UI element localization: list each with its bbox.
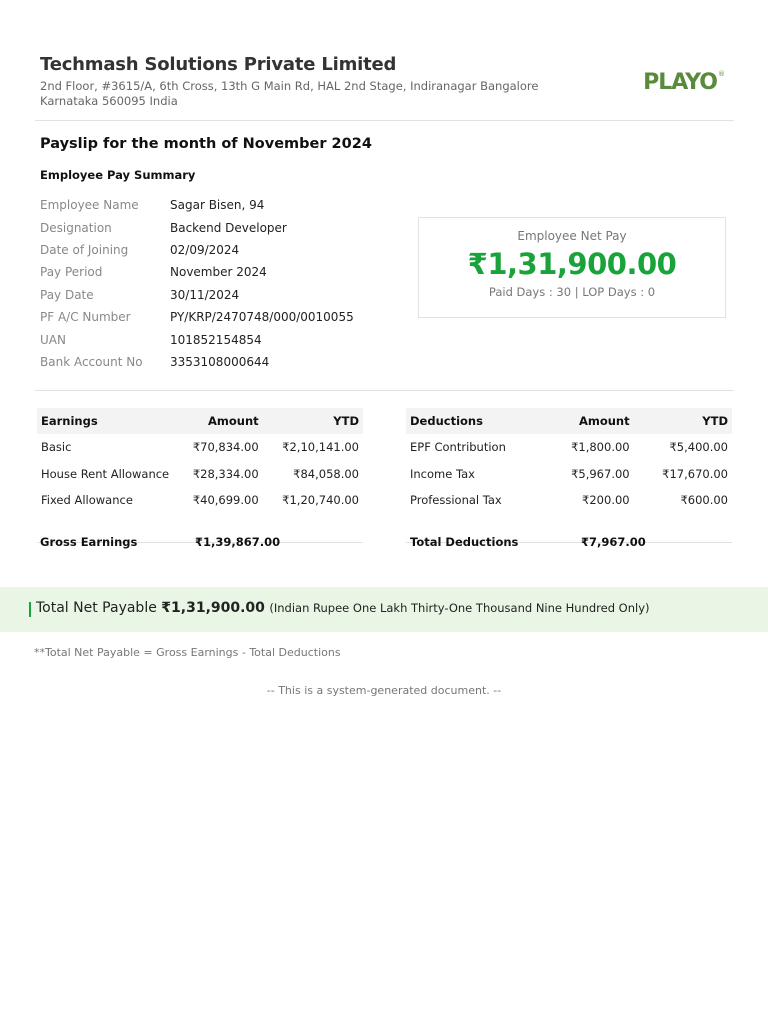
detail-row	[40, 351, 354, 373]
earnings-name-cell: Fixed Allowance	[41, 493, 133, 508]
net-pay-amount: ₹1,31,900.00	[467, 247, 677, 281]
detail-value: November 2024	[170, 265, 267, 280]
detail-value: Backend Developer	[170, 220, 287, 235]
accent-bar	[29, 602, 31, 617]
detail-row	[40, 216, 354, 238]
detail-label: Pay Period	[40, 265, 103, 280]
detail-value: 3353108000644	[170, 354, 270, 369]
deductions-header-row	[406, 408, 732, 434]
earnings-amount-cell: ₹70,834.00	[192, 440, 259, 455]
detail-row	[40, 306, 354, 328]
net-payable-footnote: **Total Net Payable = Gross Earnings - Total Deductions	[34, 646, 341, 659]
detail-label: UAN	[40, 332, 66, 347]
system-generated-note: -- This is a system-generated document. --	[266, 684, 502, 697]
payslip-header	[40, 54, 734, 109]
earnings-table	[37, 408, 363, 543]
deductions-name-cell: Income Tax	[410, 466, 475, 481]
detail-label: Date of Joining	[40, 242, 129, 257]
total-deductions-label: Total Deductions	[410, 535, 519, 549]
employee-net-pay-card	[418, 217, 726, 318]
company-address-line-1: 2nd Floor, #3615/A, 6th Cross, 13th G Main Rd, HAL 2nd Stage, Indiranagar Bangalore	[40, 79, 539, 93]
table-row	[406, 487, 732, 514]
detail-row	[40, 194, 354, 216]
gross-earnings-label: Gross Earnings	[40, 535, 138, 549]
deductions-header: Deductions	[406, 408, 541, 434]
earnings-header-row	[37, 408, 363, 434]
net-pay-label: Employee Net Pay	[517, 229, 627, 243]
paid-days-info: Paid Days : 30 | LOP Days : 0	[488, 285, 656, 299]
detail-row	[40, 328, 354, 350]
earnings-name-cell: House Rent Allowance	[41, 466, 170, 481]
logo-registered-mark: ®	[718, 70, 724, 78]
deductions-amount-header: Amount	[541, 408, 633, 434]
detail-label: Employee Name	[40, 198, 139, 213]
detail-value: 30/11/2024	[170, 287, 240, 302]
gross-earnings-value: ₹1,39,867.00	[195, 535, 281, 549]
earnings-ytd-cell: ₹2,10,141.00	[282, 440, 359, 455]
total-net-payable-amount: ₹1,31,900.00	[161, 600, 265, 616]
company-address-line-2: Karnataka 560095 India	[40, 94, 178, 108]
table-row	[406, 461, 732, 488]
table-row	[37, 461, 363, 488]
detail-value: 101852154854	[170, 332, 262, 347]
detail-row	[40, 261, 354, 283]
deductions-amount-cell: ₹5,967.00	[571, 466, 630, 481]
total-deductions-value: ₹7,967.00	[581, 535, 646, 549]
earnings-name-cell: Basic	[41, 440, 72, 455]
employee-details	[40, 194, 354, 373]
deductions-amount-cell: ₹1,800.00	[571, 440, 630, 455]
earnings-amount-cell: ₹40,699.00	[192, 493, 259, 508]
employee-pay-summary-title: Employee Pay Summary	[40, 168, 196, 182]
deductions-name-cell: EPF Contribution	[410, 440, 506, 455]
summary-divider	[35, 390, 734, 391]
logo-text: PLAYO	[643, 70, 717, 95]
payslip-title: Payslip for the month of November 2024	[40, 136, 372, 152]
total-net-payable-label: Total Net Payable	[36, 600, 157, 616]
spacer-cell	[634, 514, 732, 543]
playo-logo	[643, 70, 724, 95]
earnings-amount-header: Amount	[177, 408, 262, 434]
detail-label: Pay Date	[40, 287, 94, 302]
earnings-ytd-header: YTD	[263, 408, 363, 434]
detail-value: PY/KRP/2470748/000/0010055	[170, 310, 354, 325]
detail-label: Designation	[40, 220, 112, 235]
earnings-header: Earnings	[37, 408, 177, 434]
company-address	[40, 79, 560, 109]
detail-value: 02/09/2024	[170, 242, 240, 257]
company-name: Techmash Solutions Private Limited	[40, 54, 397, 75]
earnings-ytd-cell: ₹84,058.00	[293, 466, 359, 481]
deductions-ytd-header: YTD	[634, 408, 732, 434]
table-row	[37, 434, 363, 461]
total-net-payable	[36, 600, 650, 616]
deductions-table	[406, 408, 732, 543]
table-row	[406, 434, 732, 461]
earnings-ytd-cell: ₹1,20,740.00	[282, 493, 359, 508]
earnings-amount-cell: ₹28,334.00	[192, 466, 259, 481]
total-net-payable-words: (Indian Rupee One Lakh Thirty-One Thousand Nine Hundred Only)	[269, 601, 650, 615]
deductions-ytd-cell: ₹17,670.00	[662, 466, 728, 481]
detail-row	[40, 239, 354, 261]
deductions-ytd-cell: ₹600.00	[680, 493, 728, 508]
deductions-amount-cell: ₹200.00	[582, 493, 630, 508]
detail-value: Sagar Bisen, 94	[170, 198, 265, 213]
deductions-ytd-cell: ₹5,400.00	[669, 440, 728, 455]
deductions-name-cell: Professional Tax	[410, 493, 502, 508]
total-net-payable-band	[0, 587, 768, 632]
detail-label: PF A/C Number	[40, 310, 131, 325]
table-row	[37, 487, 363, 514]
header-divider	[35, 120, 734, 121]
detail-row	[40, 284, 354, 306]
detail-label: Bank Account No	[40, 354, 143, 369]
